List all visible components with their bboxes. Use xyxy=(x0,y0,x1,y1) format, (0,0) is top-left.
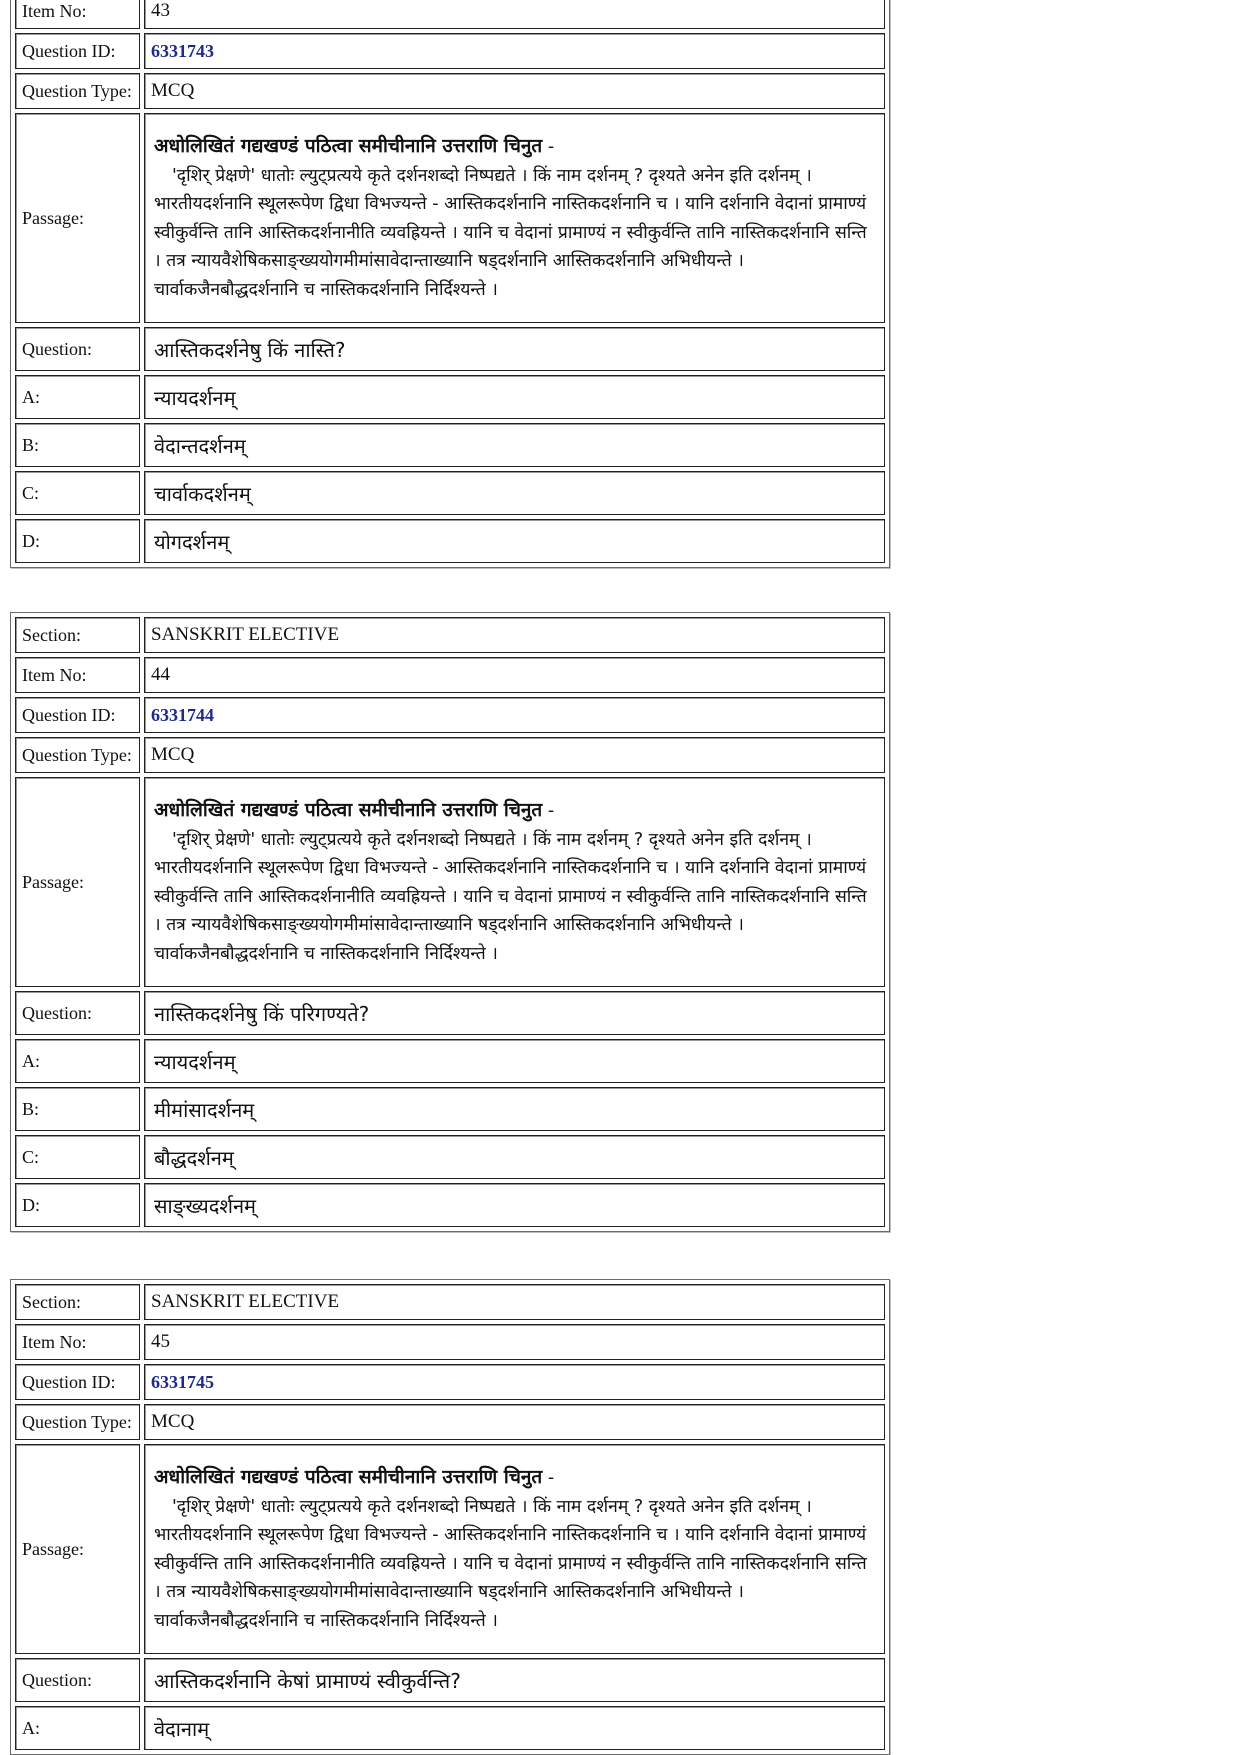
passage-row xyxy=(15,1444,885,1654)
section-label: Section: xyxy=(15,1284,140,1320)
question-label: Question: xyxy=(15,1658,140,1702)
question-block-45 xyxy=(10,1279,890,1755)
question-type-label: Question Type: xyxy=(15,73,140,109)
option-c-text: चार्वाकदर्शनम् xyxy=(144,471,885,515)
item-no-value: 45 xyxy=(144,1324,885,1360)
item-no-label: Item No: xyxy=(15,657,140,693)
option-a-text: न्यायदर्शनम् xyxy=(144,1039,885,1083)
question-text: आस्तिकदर्शनानि केषां प्रामाण्यं स्वीकुर्वन्ति? xyxy=(144,1658,885,1702)
section-row xyxy=(15,1284,885,1320)
option-d-text: साङ्ख्यदर्शनम् xyxy=(144,1183,885,1227)
section-label: Section: xyxy=(15,617,140,653)
question-type-row xyxy=(15,737,885,773)
question-row xyxy=(15,991,885,1035)
option-d-label: D: xyxy=(15,1183,140,1227)
passage-dash: - xyxy=(542,801,555,821)
question-id-value: 6331745 xyxy=(144,1364,885,1400)
item-no-label: Item No: xyxy=(15,1324,140,1360)
item-no-label: Item No: xyxy=(15,0,140,29)
passage-label: Passage: xyxy=(15,777,140,987)
passage-heading: अधोलिखितं गद्यखण्डं पठित्वा समीचीनानि उत्तराणि चिनुत xyxy=(154,135,543,157)
passage-row xyxy=(15,113,885,323)
option-b-label: B: xyxy=(15,1087,140,1131)
option-c-label: C: xyxy=(15,471,140,515)
passage-body: 'दृशिर् प्रेक्षणे' धातोः ल्युट्प्रत्यये कृते दर्शनशब्दो निष्पद्यते । किं नाम दर्शनम् ? दृश्यते अनेन इति दर्शनम् । भारतीयदर्शनानि स्थूलरूपेण द्विधा विभज्यन्ते - आस्तिकदर्शनानि नास्तिकदर्शनानि च । यानि दर्शनानि वेदानां प्रामाण्यं स्वीकुर्वन्ति तानि आस्तिकदर्शनानीति व्यवह्रियन्ते । यानि च वेदानां प्रामाण्यं न स्वीकुर्वन्ति तानि नास्तिकदर्शनानि सन्ति । तत्र न्यायवैशेषिकसाङ्ख्ययोगमीमांसावेदान्ताख्यानि षड्दर्शनानि आस्तिकदर्शनानि अभिधीयन्ते । चार्वाकजैनबौद्धदर्शनानि च नास्तिकदर्शनानि निर्दिश्यन्ते । xyxy=(154,165,867,300)
option-c-row xyxy=(15,471,885,515)
item-no-value: 44 xyxy=(144,657,885,693)
passage-text xyxy=(144,113,885,323)
option-d-label: D: xyxy=(15,519,140,563)
option-b-text: मीमांसादर्शनम् xyxy=(144,1087,885,1131)
question-id-label: Question ID: xyxy=(15,697,140,733)
passage-text xyxy=(144,777,885,987)
option-d-row xyxy=(15,1183,885,1227)
option-d-text: योगदर्शनम् xyxy=(144,519,885,563)
passage-text xyxy=(144,1444,885,1654)
question-id-row xyxy=(15,697,885,733)
question-type-value: MCQ xyxy=(144,1404,885,1440)
option-b-row xyxy=(15,423,885,467)
option-a-label: A: xyxy=(15,375,140,419)
passage-heading: अधोलिखितं गद्यखण्डं पठित्वा समीचीनानि उत्तराणि चिनुत xyxy=(154,799,543,821)
question-type-value: MCQ xyxy=(144,737,885,773)
passage-row xyxy=(15,777,885,987)
question-row xyxy=(15,327,885,371)
option-c-label: C: xyxy=(15,1135,140,1179)
passage-body: 'दृशिर् प्रेक्षणे' धातोः ल्युट्प्रत्यये कृते दर्शनशब्दो निष्पद्यते । किं नाम दर्शनम् ? दृश्यते अनेन इति दर्शनम् । भारतीयदर्शनानि स्थूलरूपेण द्विधा विभज्यन्ते - आस्तिकदर्शनानि नास्तिकदर्शनानि च । यानि दर्शनानि वेदानां प्रामाण्यं स्वीकुर्वन्ति तानि आस्तिकदर्शनानीति व्यवह्रियन्ते । यानि च वेदानां प्रामाण्यं न स्वीकुर्वन्ति तानि नास्तिकदर्शनानि सन्ति । तत्र न्यायवैशेषिकसाङ्ख्ययोगमीमांसावेदान्ताख्यानि षड्दर्शनानि आस्तिकदर्शनानि अभिधीयन्ते । चार्वाकजैनबौद्धदर्शनानि च नास्तिकदर्शनानि निर्दिश्यन्ते । xyxy=(154,1496,867,1631)
option-c-row xyxy=(15,1135,885,1179)
question-block-44 xyxy=(10,612,890,1232)
item-no-value: 43 xyxy=(144,0,885,29)
option-a-text: वेदानाम् xyxy=(144,1706,885,1750)
question-row xyxy=(15,1658,885,1702)
question-label: Question: xyxy=(15,327,140,371)
option-a-label: A: xyxy=(15,1706,140,1750)
question-id-value: 6331743 xyxy=(144,33,885,69)
question-id-row xyxy=(15,1364,885,1400)
question-label: Question: xyxy=(15,991,140,1035)
question-id-value: 6331744 xyxy=(144,697,885,733)
passage-dash: - xyxy=(542,137,555,157)
option-d-row xyxy=(15,519,885,563)
option-a-label: A: xyxy=(15,1039,140,1083)
question-type-value: MCQ xyxy=(144,73,885,109)
question-id-label: Question ID: xyxy=(15,1364,140,1400)
passage-body: 'दृशिर् प्रेक्षणे' धातोः ल्युट्प्रत्यये कृते दर्शनशब्दो निष्पद्यते । किं नाम दर्शनम् ? दृश्यते अनेन इति दर्शनम् । भारतीयदर्शनानि स्थूलरूपेण द्विधा विभज्यन्ते - आस्तिकदर्शनानि नास्तिकदर्शनानि च । यानि दर्शनानि वेदानां प्रामाण्यं स्वीकुर्वन्ति तानि आस्तिकदर्शनानीति व्यवह्रियन्ते । यानि च वेदानां प्रामाण्यं न स्वीकुर्वन्ति तानि नास्तिकदर्शनानि सन्ति । तत्र न्यायवैशेषिकसाङ्ख्ययोगमीमांसावेदान्ताख्यानि षड्दर्शनानि आस्तिकदर्शनानि अभिधीयन्ते । चार्वाकजैनबौद्धदर्शनानि च नास्तिकदर्शनानि निर्दिश्यन्ते । xyxy=(154,829,867,964)
option-a-text: न्यायदर्शनम् xyxy=(144,375,885,419)
question-text: आस्तिकदर्शनेषु किं नास्ति? xyxy=(144,327,885,371)
option-a-row xyxy=(15,1706,885,1750)
option-b-row xyxy=(15,1087,885,1131)
passage-label: Passage: xyxy=(15,1444,140,1654)
question-id-label: Question ID: xyxy=(15,33,140,69)
question-type-label: Question Type: xyxy=(15,1404,140,1440)
section-value: SANSKRIT ELECTIVE xyxy=(144,617,885,653)
item-no-row xyxy=(15,1324,885,1360)
section-row xyxy=(15,617,885,653)
passage-label: Passage: xyxy=(15,113,140,323)
section-value: SANSKRIT ELECTIVE xyxy=(144,1284,885,1320)
question-type-label: Question Type: xyxy=(15,737,140,773)
passage-heading: अधोलिखितं गद्यखण्डं पठित्वा समीचीनानि उत्तराणि चिनुत xyxy=(154,1466,543,1488)
question-text: नास्तिकदर्शनेषु किं परिगण्यते? xyxy=(144,991,885,1035)
option-a-row xyxy=(15,375,885,419)
option-b-text: वेदान्तदर्शनम् xyxy=(144,423,885,467)
passage-dash: - xyxy=(542,1468,555,1488)
question-block-43 xyxy=(10,0,890,568)
item-no-row xyxy=(15,0,885,29)
question-id-row xyxy=(15,33,885,69)
option-b-label: B: xyxy=(15,423,140,467)
option-c-text: बौद्धदर्शनम् xyxy=(144,1135,885,1179)
option-a-row xyxy=(15,1039,885,1083)
item-no-row xyxy=(15,657,885,693)
question-type-row xyxy=(15,1404,885,1440)
question-type-row xyxy=(15,73,885,109)
